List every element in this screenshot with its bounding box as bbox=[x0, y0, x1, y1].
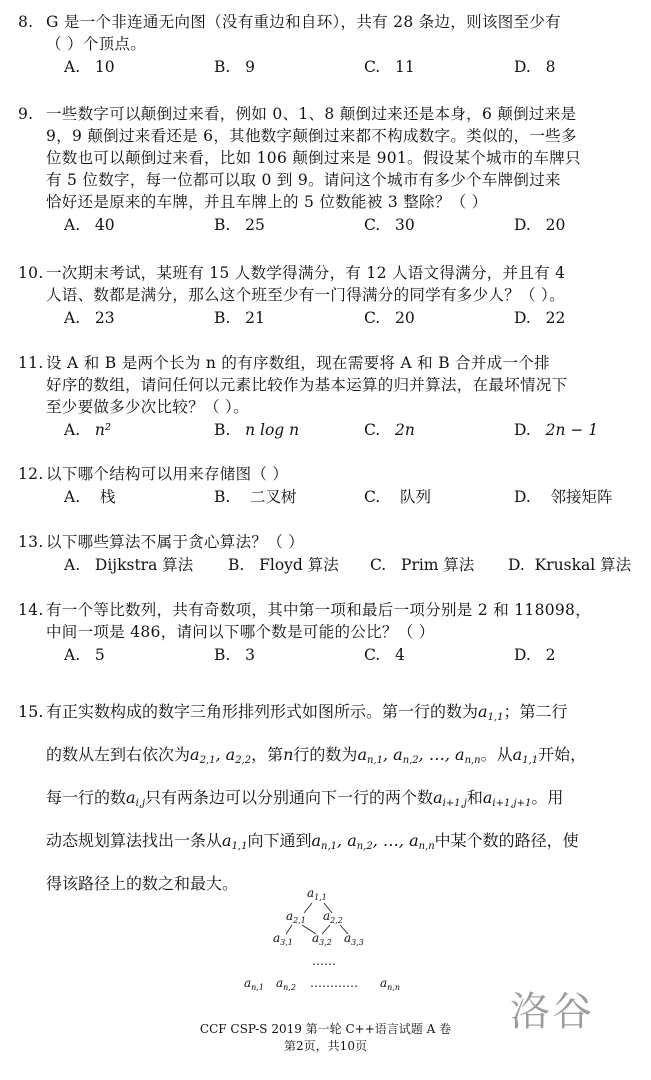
option-d[interactable]: D. 20 bbox=[514, 216, 566, 234]
question-14 bbox=[18, 599, 646, 667]
option-c[interactable]: C. 4 bbox=[364, 646, 405, 664]
option-c[interactable]: C. 11 bbox=[364, 58, 415, 76]
triangle-node-n-1: $a_{n,1}$ bbox=[244, 976, 264, 992]
question-text: G 是一个非连通无向图（没有重边和自环），共有 28 条边，则该图至少有 bbox=[46, 13, 561, 31]
question-number: 12. bbox=[18, 465, 44, 483]
option-b[interactable]: B. 21 bbox=[214, 309, 265, 327]
option-d[interactable]: D. 8 bbox=[514, 58, 556, 76]
options bbox=[18, 643, 646, 667]
question-number: 11. bbox=[18, 354, 44, 372]
question-text: 恰好还是原来的车牌，并且车牌上的 5 位数能被 3 整除？（ ） bbox=[46, 193, 488, 211]
triangle-node-2-2: $a_{2,2}$ bbox=[323, 909, 343, 925]
question-text: 有一个等比数列，共有奇数项，其中第一项和最后一项分别是 2 和 118098， bbox=[46, 601, 592, 619]
option-c[interactable]: C. 队列 bbox=[364, 488, 431, 506]
options bbox=[18, 553, 646, 577]
question-number: 9. bbox=[18, 105, 34, 123]
option-b[interactable]: B. 25 bbox=[214, 216, 265, 234]
option-c[interactable]: C. 20 bbox=[364, 309, 415, 327]
question-text: 9，9 颠倒过来看还是 6，其他数字颠倒过来都不构成数字。类似的，一些多 bbox=[46, 127, 577, 145]
question-text: （ ）个顶点。 bbox=[46, 35, 147, 53]
option-a[interactable]: A. 栈 bbox=[64, 488, 116, 506]
option-d[interactable]: D. 2n − 1 bbox=[514, 421, 599, 439]
question-text-line: 每一行的数$a_{i,j}$只有两条边可以分别通向下一行的两个数$a_{i+1,j}$和$a_{i+1,j+1}$。用 bbox=[46, 788, 564, 809]
question-number: 13. bbox=[18, 533, 44, 551]
option-b[interactable]: B. 3 bbox=[214, 646, 255, 664]
option-a[interactable]: A. 23 bbox=[64, 309, 115, 327]
question-text: 有正实数构成的数字三角形排列形式如图所示。第一行的数为 bbox=[46, 702, 479, 721]
question-12 bbox=[18, 463, 646, 509]
question-text: 好序的数组，请问任何以元素比较作为基本运算的归并算法，在最坏情况下 bbox=[46, 376, 568, 394]
question-text-line: 得该路径上的数之和最大。 bbox=[46, 874, 239, 893]
question-text: 以下哪个结构可以用来存储图（ ） bbox=[46, 465, 289, 483]
question-number: 10. bbox=[18, 264, 44, 282]
question-9 bbox=[18, 103, 646, 237]
triangle-ellipsis: …… bbox=[312, 954, 336, 968]
option-a[interactable]: A. 40 bbox=[64, 216, 115, 234]
triangle-node-3-3: $a_{3,3}$ bbox=[344, 931, 364, 947]
triangle-node-3-1: $a_{3,1}$ bbox=[273, 931, 293, 947]
question-number: 8. bbox=[18, 13, 34, 31]
options bbox=[18, 306, 646, 330]
option-c[interactable]: C. Prim 算法 bbox=[370, 556, 475, 574]
question-text: 中间一项是 486，请问以下哪个数是可能的公比？（ ） bbox=[46, 623, 435, 641]
question-text: 一些数字可以颠倒过来看，例如 0、1、8 颠倒过来还是本身，6 颠倒过来是 bbox=[46, 105, 577, 123]
luogu-watermark: 洛谷 bbox=[510, 989, 594, 1035]
question-text: 有 5 位数字，每一位都可以取 0 到 9。请问这个城市有多少个车牌倒过来 bbox=[46, 171, 561, 189]
option-b[interactable]: B. n log n bbox=[214, 421, 300, 439]
question-text: 位数也可以颠倒过来看，比如 106 颠倒过来是 901。假设某个城市的车牌只 bbox=[46, 149, 581, 167]
question-10 bbox=[18, 262, 646, 330]
option-b[interactable]: B. 二叉树 bbox=[214, 488, 297, 506]
question-13 bbox=[18, 531, 646, 577]
question-text: 人语、数都是满分，那么这个班至少有一门得满分的同学有多少人？（ ）。 bbox=[46, 286, 565, 304]
triangle-node-n-2: $a_{n,2}$ bbox=[276, 976, 296, 992]
option-d[interactable]: D. 2 bbox=[514, 646, 556, 664]
option-d[interactable]: D. Kruskal 算法 bbox=[508, 556, 632, 574]
option-a[interactable]: A. Dijkstra 算法 bbox=[64, 556, 194, 574]
option-b[interactable]: B. 9 bbox=[214, 58, 255, 76]
question-text: 设 A 和 B 是两个长为 n 的有序数组，现在需要将 A 和 B 合并成一个排 bbox=[46, 354, 550, 372]
footer-title: CCF CSP-S 2019 第一轮 C++语言试题 A 卷 bbox=[199, 1022, 452, 1036]
question-text: 以下哪些算法不属于贪心算法？（ ） bbox=[46, 533, 305, 551]
triangle-node-n-n: $a_{n,n}$ bbox=[380, 976, 401, 992]
option-d[interactable]: D. 22 bbox=[514, 309, 566, 327]
question-8 bbox=[18, 11, 646, 79]
question-number: 15. bbox=[18, 702, 44, 721]
question-11 bbox=[18, 352, 646, 442]
question-text-line: 的数从左到右依次为$a_{2,1}$, $a_{2,2}$，第n行的数为$a_{n,1}$, $a_{n,2}$, …, $a_{n,n}$。从$a_{1,1}$开始， bbox=[46, 745, 587, 766]
options bbox=[18, 213, 646, 237]
option-a[interactable]: A. n² bbox=[64, 421, 112, 439]
triangle-node-3-2: $a_{3,2}$ bbox=[312, 931, 332, 947]
options bbox=[18, 55, 646, 79]
footer-page-number: 第2页，共10页 bbox=[284, 1039, 367, 1053]
question-number: 14. bbox=[18, 601, 44, 619]
triangle-node-2-1: $a_{2,1}$ bbox=[286, 909, 306, 925]
option-c[interactable]: C. 2n bbox=[364, 421, 415, 439]
option-c[interactable]: C. 30 bbox=[364, 216, 415, 234]
question-text: 至少要做多少次比较？（ ）。 bbox=[46, 398, 249, 416]
option-d[interactable]: D. 邻接矩阵 bbox=[514, 488, 613, 506]
options bbox=[18, 485, 646, 509]
question-text: 一次期末考试，某班有 15 人数学得满分，有 12 人语文得满分，并且有 4 bbox=[46, 264, 566, 282]
triangle-node-1-1: $a_{1,1}$ bbox=[307, 886, 327, 902]
options bbox=[18, 418, 646, 442]
option-a[interactable]: A. 10 bbox=[64, 58, 115, 76]
triangle-ellipsis-row: ………… bbox=[310, 976, 358, 990]
option-a[interactable]: A. 5 bbox=[64, 646, 105, 664]
question-text-line: 动态规划算法找出一条从$a_{1,1}$向下通到$a_{n,1}$, $a_{n,2}$, …, $a_{n,n}$中某个数的路径，使 bbox=[46, 831, 579, 852]
option-b[interactable]: B. Floyd 算法 bbox=[228, 556, 339, 574]
